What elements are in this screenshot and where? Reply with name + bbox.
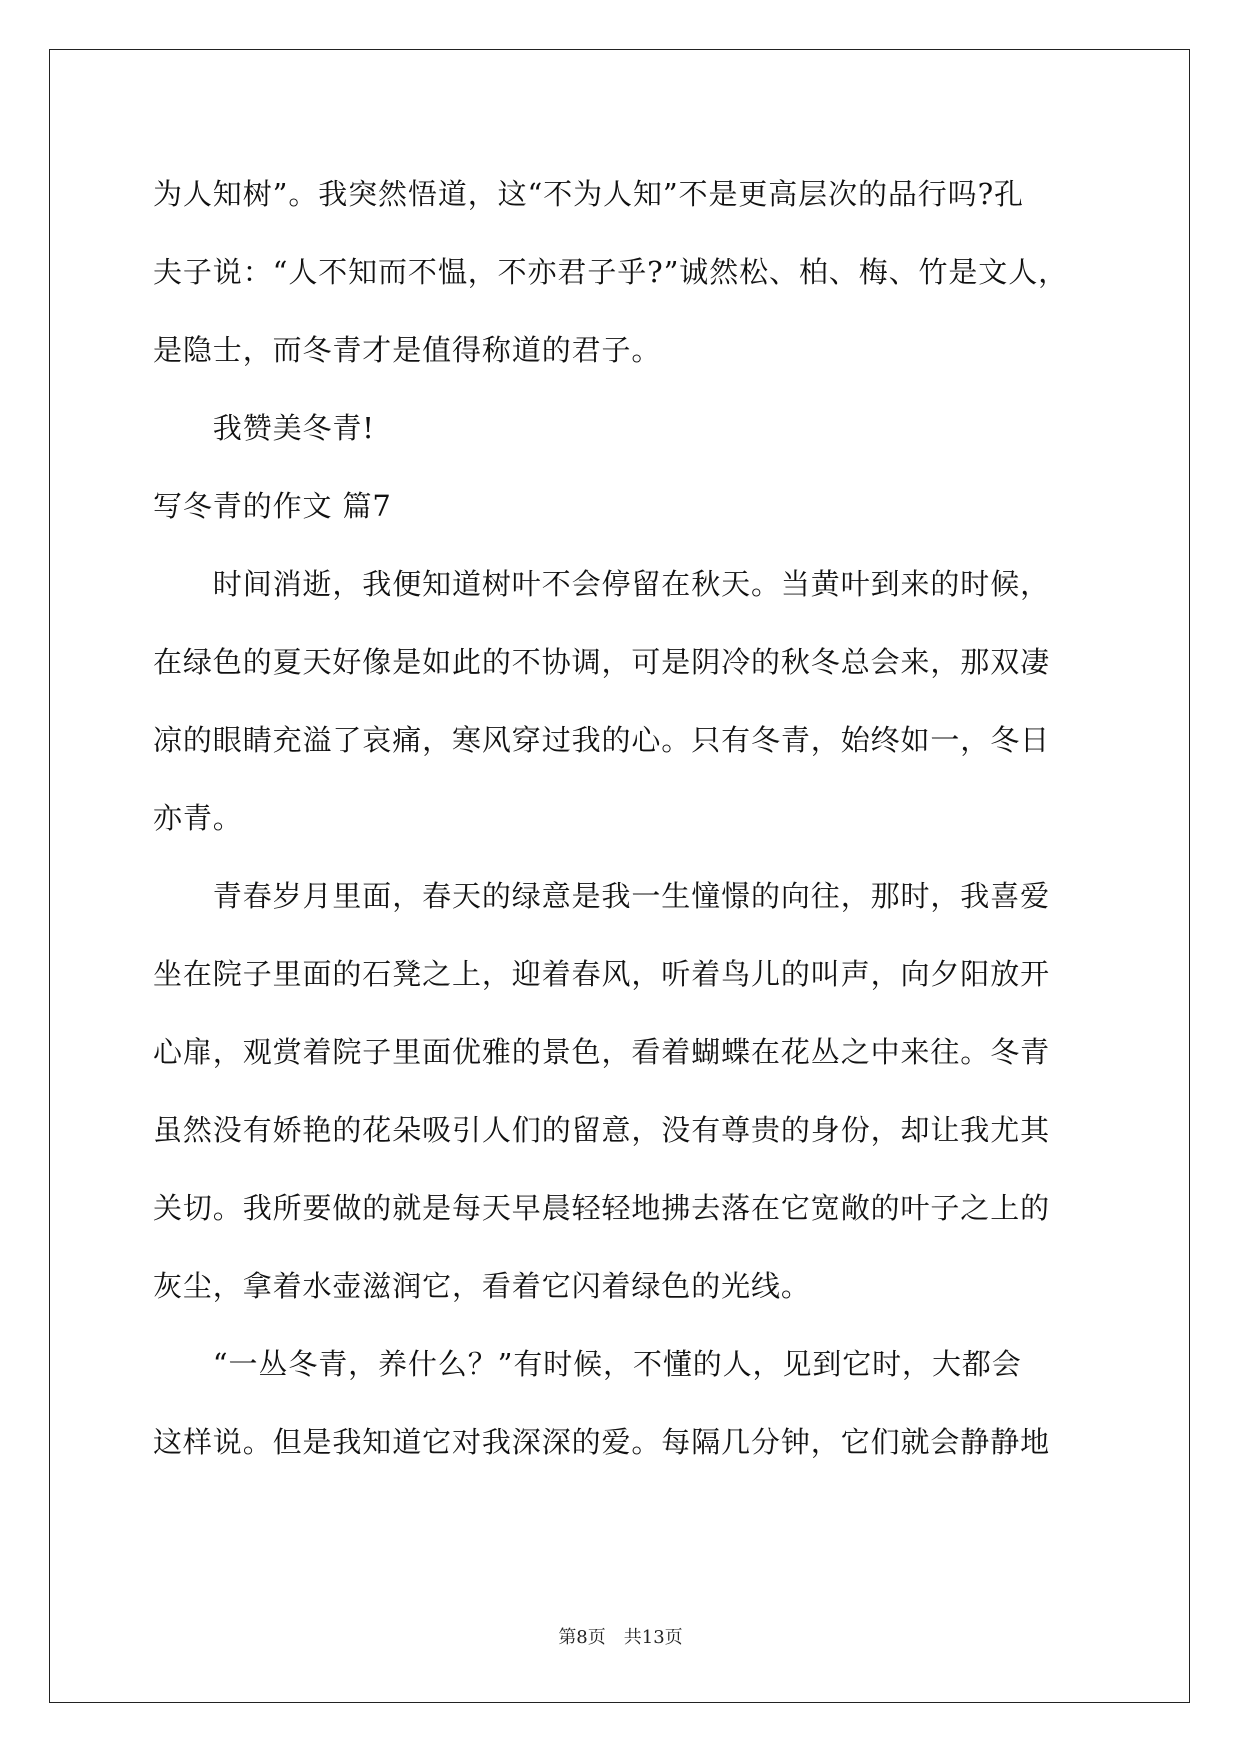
text-line: 为人知树”。我突然悟道，这“不为人知”不是更高层次的品行吗?孔 bbox=[153, 177, 1024, 211]
text-line: 虽然没有娇艳的花朵吸引人们的留意，没有尊贵的身份，却让我尤其 bbox=[153, 1113, 1051, 1147]
text-line: “一丛冬青，养什么？”有时候，不懂的人，见到它时，大都会 bbox=[153, 1347, 1022, 1381]
text-line: 这样说。但是我知道它对我深深的爱。每隔几分钟，它们就会静静地 bbox=[153, 1425, 1051, 1459]
page-footer bbox=[0, 1626, 1241, 1650]
document-body bbox=[153, 155, 1089, 1481]
text-line: 是隐士，而冬青才是值得称道的君子。 bbox=[153, 333, 662, 367]
text-line: 心扉，观赏着院子里面优雅的景色，看着蝴蝶在花丛之中来往。冬青 bbox=[153, 1035, 1051, 1069]
text-line: 凉的眼睛充溢了哀痛，寒风穿过我的心。只有冬青，始终如一，冬日 bbox=[153, 723, 1051, 757]
text-line: 关切。我所要做的就是每天早晨轻轻地拂去落在它宽敞的叶子之上的 bbox=[153, 1191, 1051, 1225]
text-line: 夫子说：“人不知而不愠，不亦君子乎?”诚然松、柏、梅、竹是文人， bbox=[153, 255, 1069, 289]
text-line: 时间消逝，我便知道树叶不会停留在秋天。当黄叶到来的时候， bbox=[153, 567, 1051, 601]
text-line: 在绿色的夏天好像是如此的不协调，可是阴冷的秋冬总会来，那双凄 bbox=[153, 645, 1051, 679]
text-line: 亦青。 bbox=[153, 801, 243, 835]
text-line: 灰尘，拿着水壶滋润它，看着它闪着绿色的光线。 bbox=[153, 1269, 811, 1303]
text-line: 青春岁月里面，春天的绿意是我一生憧憬的向往，那时，我喜爱 bbox=[153, 879, 1051, 913]
text-line: 我赞美冬青! bbox=[153, 411, 375, 445]
page-number: 第8页 共13页 bbox=[558, 1627, 683, 1648]
text-line: 坐在院子里面的石凳之上，迎着春风，听着鸟儿的叫声，向夕阳放开 bbox=[153, 957, 1051, 991]
section-heading: 写冬青的作文 篇7 bbox=[153, 489, 392, 523]
